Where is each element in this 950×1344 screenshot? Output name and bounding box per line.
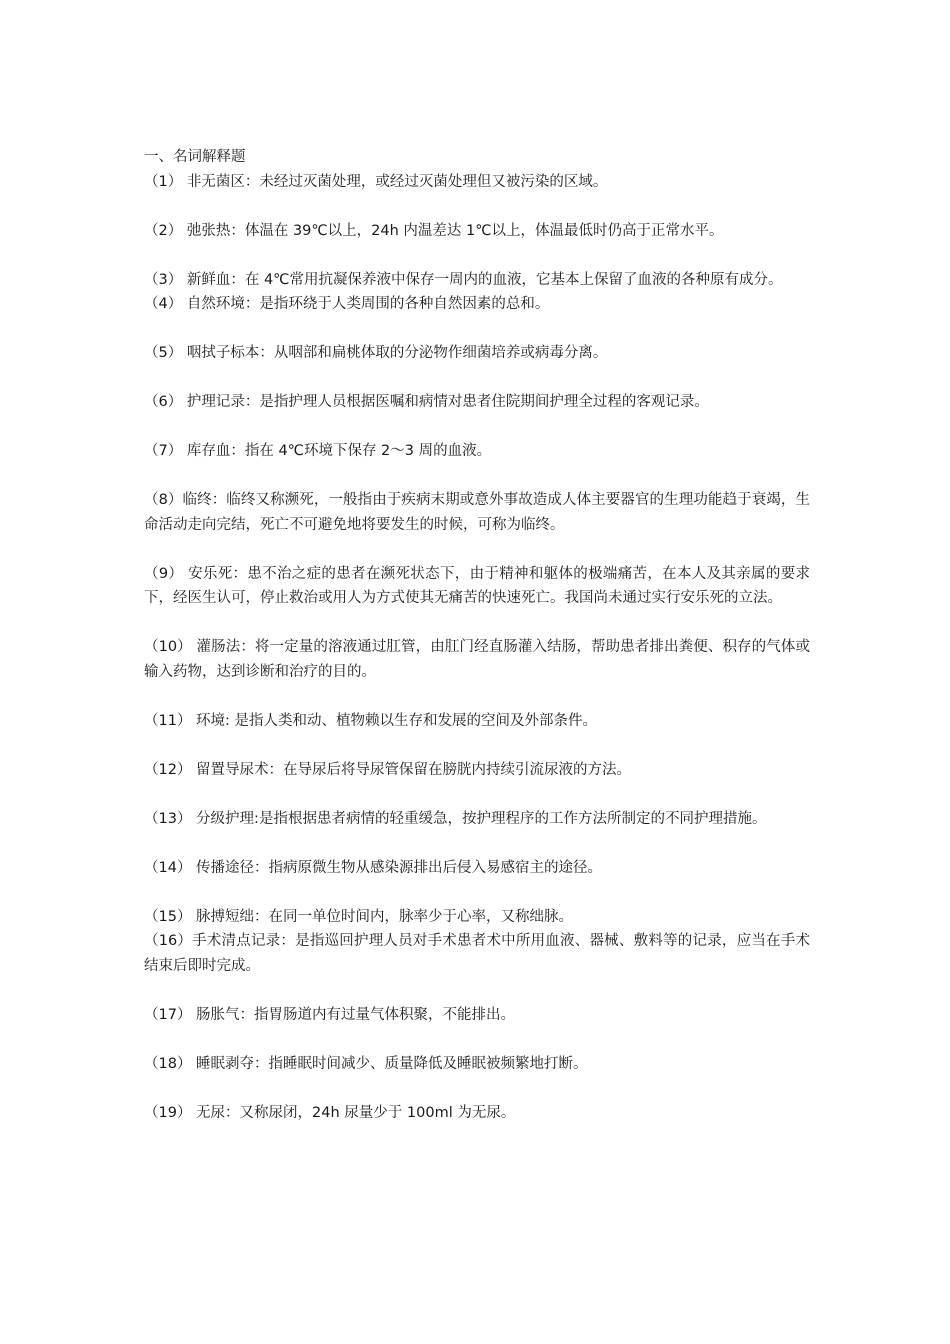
term-entry-16: （16）手术清点记录：是指巡回护理人员对手术患者术中所用血液、器械、敷料等的记录，应当在手术结束后即时完成。 <box>144 933 810 974</box>
term-entry-4: （4） 自然环境：是指环绕于人类周围的各种自然因素的总和。 <box>144 296 550 312</box>
term-entry-9: （9） 安乐死：患不治之症的患者在濒死状态下，由于精神和躯体的极端痛苦，在本人及其亲属的要求下，经医生认可，停止救治或用人为方式使其无痛苦的快速死亡。我国尚未通过实行安乐死的立法。 <box>144 565 810 606</box>
term-entry-1: （1） 非无菌区：未经过灭菌处理，或经过灭菌处理但又被污染的区域。 <box>144 173 608 190</box>
term-entry-12: （12） 留置导尿术：在导尿后将导尿管保留在膀胱内持续引流尿液的方法。 <box>144 761 632 778</box>
document-body <box>144 145 810 1125</box>
term-entry-11: （11） 环境: 是指人类和动、植物赖以生存和发展的空间及外部条件。 <box>144 712 598 729</box>
term-entry-5: （5） 咽拭子标本：从咽部和扁桃体取的分泌物作细菌培养或病毒分离。 <box>144 345 608 361</box>
term-entry-2: （2） 弛张热：体温在 39℃以上，24h 内温差达 1℃以上，体温最低时仍高于正常水平。 <box>144 222 724 239</box>
term-entry-14: （14） 传播途径：指病原微生物从感染源排出后侵入易感宿主的途径。 <box>144 859 603 876</box>
term-entry-10: （10） 灌肠法：将一定量的溶液通过肛管，由肛门经直肠灌入结肠，帮助患者排出粪便、积存的气体或输入药物，达到诊断和治疗的目的。 <box>144 639 810 680</box>
section-heading: 一、名词解释题 <box>144 149 246 165</box>
term-entry-15: （15） 脉搏短绌：在同一单位时间内，脉率少于心率，又称绌脉。 <box>144 908 574 925</box>
term-entry-19: （19） 无尿：又称尿闭，24h 尿量少于 100ml 为无尿。 <box>144 1104 516 1121</box>
term-entry-13: （13） 分级护理:是指根据患者病情的轻重缓急，按护理程序的工作方法所制定的不同护理措施。 <box>144 810 767 827</box>
term-entry-7: （7） 库存血：指在 4℃环境下保存 2～3 周的血液。 <box>144 443 492 459</box>
term-entry-3: （3） 新鲜血：在 4℃常用抗凝保养液中保存一周内的血液，它基本上保留了血液的各种原有成分。 <box>144 271 783 288</box>
term-entry-6: （6） 护理记录：是指护理人员根据医嘱和病情对患者住院期间护理全过程的客观记录。 <box>144 394 709 410</box>
term-entry-8: （8）临终：临终又称濒死，一般指由于疾病末期或意外事故造成人体主要器官的生理功能趋于衰竭，生命活动走向完结，死亡不可避免地将要发生的时候，可称为临终。 <box>144 492 810 533</box>
term-entry-18: （18） 睡眠剥夺：指睡眠时间减少、质量降低及睡眠被频繁地打断。 <box>144 1055 588 1072</box>
term-entry-17: （17） 肠胀气：指胃肠道内有过量气体积聚，不能排出。 <box>144 1006 516 1023</box>
